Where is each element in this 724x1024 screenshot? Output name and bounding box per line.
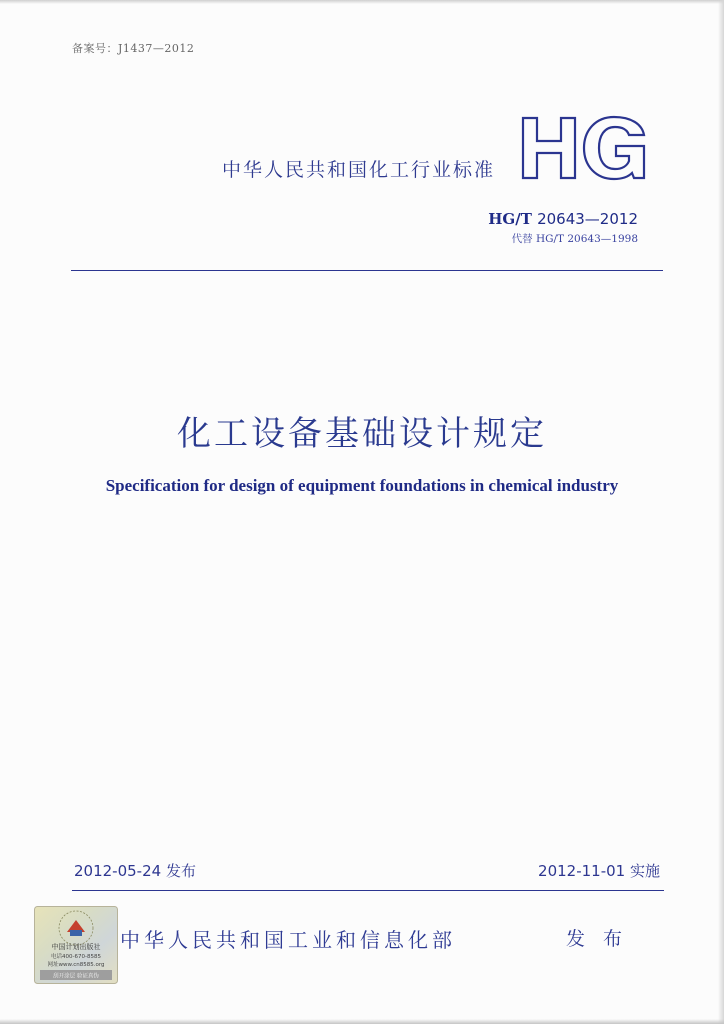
standard-code-prefix: HG/T (488, 210, 532, 228)
anti-counterfeit-sticker (34, 906, 118, 984)
replaces-standard: 代替 HG/T 20643—1998 (511, 233, 638, 245)
title-chinese: 化工设备基础设计规定 (177, 414, 547, 454)
standard-code (488, 210, 638, 228)
sticker-scratch-label: 刮开涂层 验证真伪 (53, 973, 99, 980)
issue-date: 2012-05-24 发布 (74, 862, 196, 880)
scan-edge-bottom (0, 1019, 724, 1024)
publisher-name: 中华人民共和国工业和信息化部 (120, 928, 456, 952)
standard-category-name: 中华人民共和国化工行业标准 (222, 159, 496, 181)
publish-label: 发 布 (566, 928, 629, 950)
top-divider (71, 270, 663, 271)
record-number: 备案号：J1437—2012 (72, 42, 195, 55)
sticker-phone: 电话400-670-8585 (51, 954, 101, 960)
sticker-publisher: 中国计划出版社 (51, 943, 101, 951)
sticker-website: 网址www.cn8585.org (47, 962, 105, 968)
hg-logo-icon (520, 115, 648, 181)
implementation-date: 2012-11-01 实施 (538, 862, 660, 880)
scan-edge-top (0, 0, 724, 4)
bottom-divider (72, 890, 664, 891)
scan-edge-right (718, 0, 724, 1024)
title-english: Specification for design of equipment foundations in chemical industry (105, 476, 619, 495)
standard-code-number: 20643—2012 (537, 210, 638, 228)
